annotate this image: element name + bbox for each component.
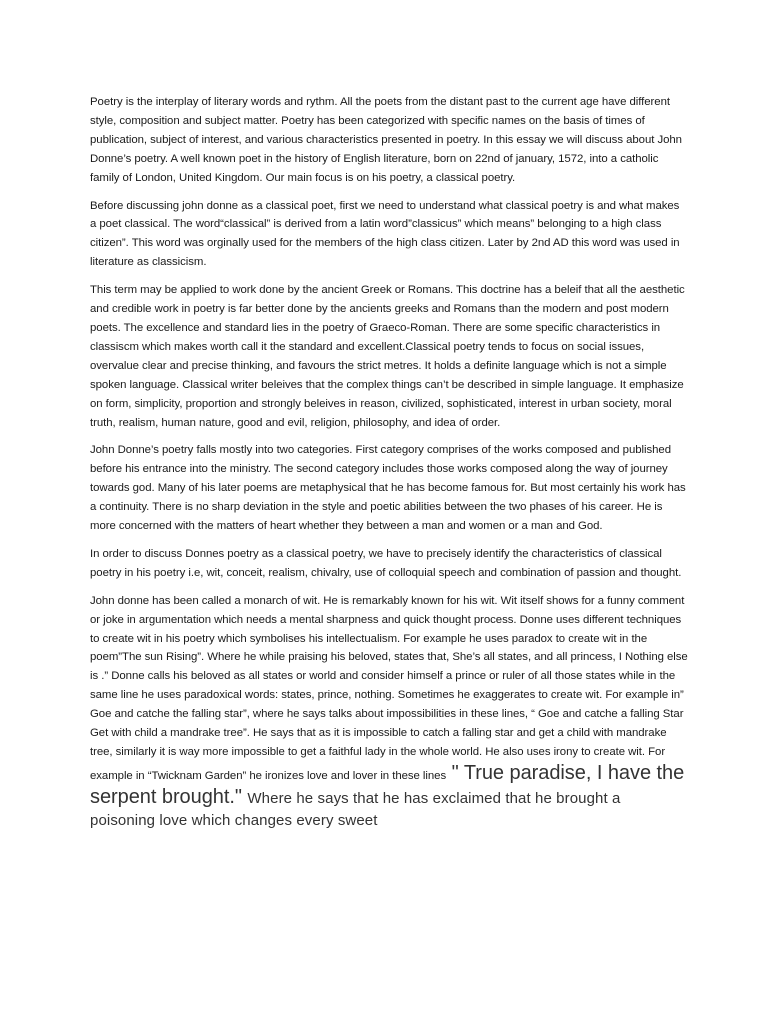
paragraph-classicism: This term may be applied to work done by the ancient Greek or Romans. This doctrine has a beleif that all the aesthetic and credible work in poetry is far better done by the ancients greeks and Romans than the modern and post modern poets. The excellence and standard lies in the poetry of Graeco-Roman. There are some specific characteristics in classiscm which makes worth call it the standard and excellent.Classical poetry tends to focus on social issues, overvalue clear and precise thinking, and favours the strict metres. It holds a definite language which is not a simple spoken language. Classical writer beleives that the complex things can’t be described in simple language. It emphasize on form, simplicity, proportion and strongly beleives in reason, civilized, sophisticated, interest in urban society, moral truth, realism, human nature, good and evil, religion, philosophy, and idea of order. bbox=[90, 284, 685, 429]
quote-explanation: Where he says that he has exclaimed that he brought a poisoning love which changes every sweet bbox=[90, 789, 621, 829]
paragraph-classical-definition: Before discussing john donne as a classical poet, first we need to understand what classical poetry is and what makes a poet classical. The word“classical” is derived from a latin word”classicus” which means” belonging to a high class citizen”. This word was orginally used for the members of the high class citizen. Later by 2nd AD this word was used in literature as classicism. bbox=[90, 199, 680, 269]
paragraph-intro: Poetry is the interplay of literary words and rythm. All the poets from the distant past to the current age have different style, composition and subject matter. Poetry has been categorized with specific names on the basis of times of publication, subject of interest, and various characteristics presented in poetry. In this essay we will discuss about John Donne’s poetry. A well known poet in the history of English literature, born on 22nd of january, 1572, into a catholic family of London, United Kingdom. Our main focus is on his poetry, a classical poetry. bbox=[90, 96, 682, 184]
paragraph-wit-text: John donne has been called a monarch of wit. He is remarkably known for his wit. Wit itself shows for a funny comment or joke in argumentation which needs a mental sharpness and quick thought process. Donne uses different techniques to create wit in his poetry which symbolises his intellectualism. For example he uses paradox to create wit in the poem”The sun Rising”. Where he while praising his beloved, states that, She’s all states, and all princess, I Nothing else is .” Donne calls his beloved as all states or world and consider himself a prince or ruler of all those states while in the same line he uses paradoxical words: states, prince, nothing. Sometimes he exaggerates to create wit. For example in” Goe and catche the falling star”, where he says talks about impossibilities in these lines, “ Goe and catche a falling Star Get with child a mandrake tree”. He says that as it is impossible to catch a falling star and get a child with mandrake tree, similarly it is way more impossible to get a faithful lady in the whole world. He also uses irony to create wit. For example in “Twicknam Garden” he ironizes love and lover in these lines bbox=[90, 594, 688, 782]
paragraph-donne-categories: John Donne’s poetry falls mostly into two categories. First category comprises of the works composed and published before his entrance into the ministry. The second category includes those works composed along the way of journey towards god. Many of his later poems are metaphysical that he has become famous for. But most certainly his work has a continuity. There is no sharp deviation in the style and poetic abilities between the two phases of his career. He is more concerned with the matters of heart whether they between a man and women or a man and God. bbox=[90, 444, 686, 533]
paragraph-wit bbox=[90, 592, 688, 832]
serpent-quote: " True paradise, I have the serpent brought." bbox=[90, 761, 685, 808]
document-page bbox=[90, 93, 688, 832]
paragraph-characteristics: In order to discuss Donnes poetry as a classical poetry, we have to precisely identify the characteristics of classical poetry in his poetry i.e, wit, conceit, realism, chivalry, use of colloquial speech and combination of passion and thought. bbox=[90, 547, 682, 579]
